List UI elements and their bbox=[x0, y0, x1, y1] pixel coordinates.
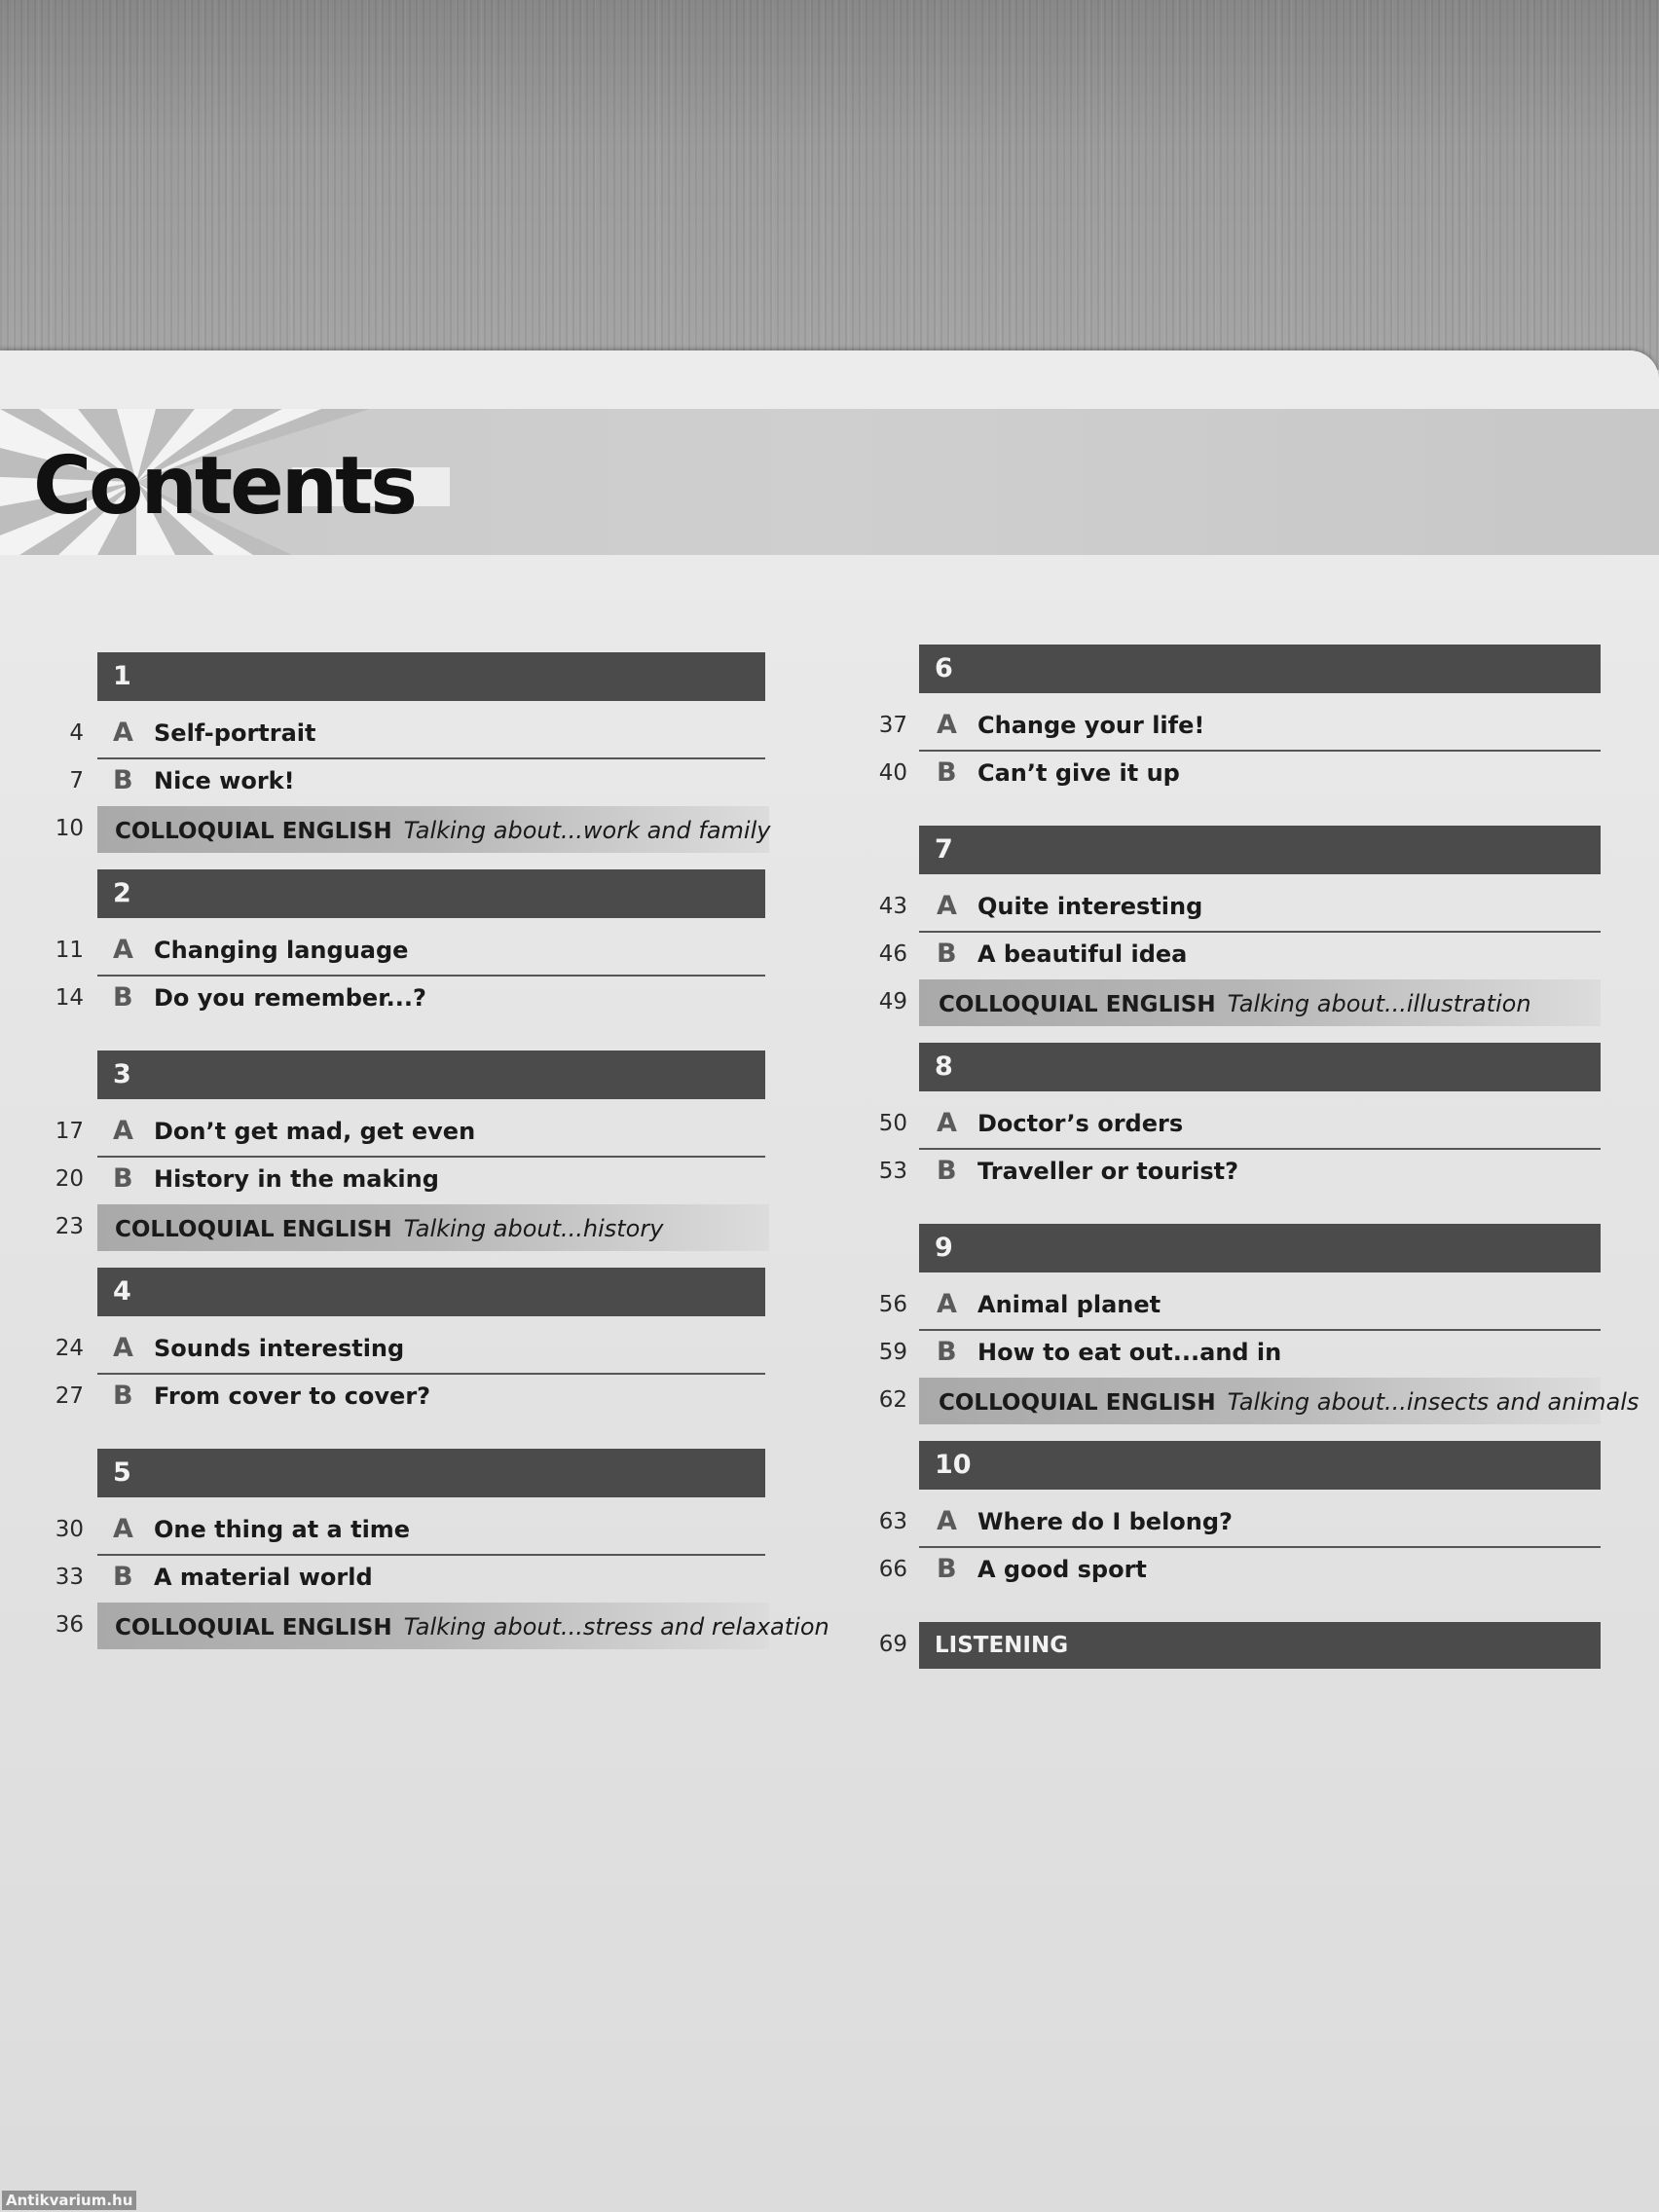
page-number: 49 bbox=[878, 989, 907, 1014]
lesson-row[interactable] bbox=[0, 976, 837, 1023]
lesson-row[interactable] bbox=[0, 758, 837, 806]
unit-spacer bbox=[818, 1490, 1655, 1499]
section-gap bbox=[0, 1252, 837, 1268]
lesson-title[interactable]: Self-portrait bbox=[154, 719, 316, 747]
lesson-title[interactable]: Can’t give it up bbox=[977, 759, 1180, 787]
lesson-letter: A bbox=[113, 1116, 133, 1146]
lesson-row[interactable] bbox=[0, 711, 837, 758]
lesson-row[interactable] bbox=[0, 1374, 837, 1421]
lesson-letter: A bbox=[113, 935, 133, 965]
colloquial-row[interactable] bbox=[818, 1378, 1655, 1425]
unit-header-2: 2 bbox=[97, 869, 765, 918]
wood-table-background bbox=[0, 0, 1659, 370]
lesson-title[interactable]: One thing at a time bbox=[154, 1516, 411, 1543]
page-number: 27 bbox=[55, 1383, 84, 1409]
page-number: 23 bbox=[55, 1214, 84, 1239]
lesson-title[interactable]: History in the making bbox=[154, 1165, 439, 1193]
lesson-row[interactable] bbox=[818, 1330, 1655, 1378]
lesson-letter: A bbox=[937, 1108, 957, 1138]
colloquial-label-text: COLLOQUIAL ENGLISH bbox=[939, 1390, 1216, 1416]
page-number: 50 bbox=[878, 1111, 907, 1136]
watermark-text: Antikvarium.hu bbox=[2, 2191, 136, 2210]
colloquial-label[interactable] bbox=[115, 817, 770, 844]
page-number: 40 bbox=[878, 760, 907, 786]
unit-spacer bbox=[818, 874, 1655, 884]
colloquial-topic: Talking about...work and family bbox=[403, 817, 771, 844]
lesson-row[interactable] bbox=[0, 928, 837, 976]
listening-bar[interactable]: LISTENING bbox=[919, 1622, 1601, 1669]
lesson-row[interactable] bbox=[818, 932, 1655, 979]
colloquial-label[interactable] bbox=[939, 990, 1531, 1017]
lesson-letter: B bbox=[937, 1156, 957, 1186]
lesson-title[interactable]: Animal planet bbox=[977, 1291, 1161, 1318]
colloquial-label[interactable] bbox=[115, 1613, 830, 1641]
section-gap bbox=[818, 1425, 1655, 1441]
lesson-letter: A bbox=[937, 710, 957, 740]
page-number: 11 bbox=[55, 938, 84, 963]
colloquial-topic: Talking about...illustration bbox=[1227, 990, 1531, 1017]
lesson-row[interactable] bbox=[818, 751, 1655, 798]
page-title: Contents bbox=[33, 440, 416, 533]
colloquial-row[interactable] bbox=[818, 979, 1655, 1027]
unit-header-4: 4 bbox=[97, 1268, 765, 1316]
section-gap bbox=[818, 1595, 1655, 1622]
page-number: 59 bbox=[878, 1340, 907, 1365]
lesson-letter: A bbox=[113, 718, 133, 748]
page-number: 53 bbox=[878, 1159, 907, 1184]
lesson-letter: A bbox=[937, 891, 957, 921]
lesson-letter: B bbox=[937, 757, 957, 788]
page-number: 7 bbox=[69, 768, 84, 793]
lesson-letter: A bbox=[113, 1333, 133, 1363]
lesson-row[interactable] bbox=[818, 1547, 1655, 1595]
page-number: 43 bbox=[878, 894, 907, 919]
section-gap bbox=[0, 1421, 837, 1449]
lesson-title[interactable]: Traveller or tourist? bbox=[977, 1158, 1239, 1185]
page-number: 66 bbox=[878, 1557, 907, 1582]
lesson-title[interactable]: Do you remember...? bbox=[154, 984, 426, 1012]
unit-spacer bbox=[818, 1272, 1655, 1282]
lesson-title[interactable]: Quite interesting bbox=[977, 893, 1203, 920]
unit-header-10: 10 bbox=[919, 1441, 1601, 1490]
page-number: 63 bbox=[878, 1509, 907, 1534]
page-number: 33 bbox=[55, 1565, 84, 1590]
colloquial-topic: Talking about...history bbox=[403, 1215, 664, 1242]
unit-spacer bbox=[0, 701, 837, 711]
lesson-row[interactable] bbox=[818, 1499, 1655, 1547]
unit-header-5: 5 bbox=[97, 1449, 765, 1497]
lesson-row[interactable] bbox=[818, 884, 1655, 932]
colloquial-topic: Talking about...stress and relaxation bbox=[403, 1613, 830, 1641]
listening-row[interactable] bbox=[818, 1622, 1655, 1670]
contents-right-column bbox=[818, 645, 1655, 1670]
lesson-title[interactable]: Change your life! bbox=[977, 712, 1205, 739]
section-gap bbox=[818, 1197, 1655, 1224]
lesson-letter: B bbox=[113, 1163, 133, 1194]
lesson-letter: B bbox=[937, 939, 957, 969]
page-number: 56 bbox=[878, 1292, 907, 1317]
lesson-row[interactable] bbox=[818, 1282, 1655, 1330]
lesson-title[interactable]: A beautiful idea bbox=[977, 940, 1188, 968]
colloquial-topic: Talking about...insects and animals bbox=[1227, 1388, 1640, 1416]
lesson-row[interactable] bbox=[0, 1326, 837, 1374]
lesson-letter: B bbox=[113, 765, 133, 795]
page-number: 30 bbox=[55, 1517, 84, 1542]
colloquial-row[interactable] bbox=[0, 1204, 837, 1252]
page-number: 62 bbox=[878, 1387, 907, 1413]
section-gap bbox=[0, 854, 837, 869]
colloquial-label-text: COLLOQUIAL ENGLISH bbox=[115, 1615, 392, 1641]
section-gap bbox=[0, 1650, 837, 1666]
page-number: 46 bbox=[878, 941, 907, 967]
lesson-title[interactable]: Changing language bbox=[154, 937, 409, 964]
lesson-title[interactable]: A good sport bbox=[977, 1556, 1147, 1583]
lesson-letter: B bbox=[113, 1562, 133, 1592]
lesson-row[interactable] bbox=[0, 1555, 837, 1603]
section-gap bbox=[0, 1023, 837, 1051]
unit-spacer bbox=[818, 1091, 1655, 1101]
lesson-letter: B bbox=[113, 982, 133, 1013]
section-gap bbox=[818, 1027, 1655, 1043]
colloquial-row[interactable] bbox=[0, 1603, 837, 1650]
lesson-title[interactable]: Don’t get mad, get even bbox=[154, 1118, 476, 1145]
colloquial-label-text: COLLOQUIAL ENGLISH bbox=[115, 1217, 392, 1242]
unit-spacer bbox=[0, 1099, 837, 1109]
page-number: 4 bbox=[69, 720, 84, 746]
page-number: 37 bbox=[878, 713, 907, 738]
lesson-row[interactable] bbox=[0, 1507, 837, 1555]
unit-header-7: 7 bbox=[919, 826, 1601, 874]
lesson-letter: B bbox=[113, 1381, 133, 1411]
page-number: 36 bbox=[55, 1612, 84, 1638]
lesson-title[interactable]: Sounds interesting bbox=[154, 1335, 405, 1362]
lesson-row[interactable] bbox=[0, 1157, 837, 1204]
page-number: 14 bbox=[55, 985, 84, 1011]
colloquial-label[interactable] bbox=[115, 1215, 663, 1242]
lesson-row[interactable] bbox=[818, 1101, 1655, 1149]
colloquial-label[interactable] bbox=[939, 1388, 1639, 1416]
lesson-title[interactable]: Where do I belong? bbox=[977, 1508, 1233, 1535]
unit-header-9: 9 bbox=[919, 1224, 1601, 1272]
colloquial-label-text: COLLOQUIAL ENGLISH bbox=[115, 819, 392, 844]
lesson-title[interactable]: Doctor’s orders bbox=[977, 1110, 1184, 1137]
lesson-letter: A bbox=[113, 1514, 133, 1544]
page-number: 17 bbox=[55, 1119, 84, 1144]
unit-header-8: 8 bbox=[919, 1043, 1601, 1091]
unit-spacer bbox=[818, 693, 1655, 703]
unit-header-1: 1 bbox=[97, 652, 765, 701]
page-number: 10 bbox=[55, 816, 84, 841]
colloquial-label-text: COLLOQUIAL ENGLISH bbox=[939, 992, 1216, 1017]
unit-header-6: 6 bbox=[919, 645, 1601, 693]
unit-spacer bbox=[0, 1497, 837, 1507]
colloquial-row[interactable] bbox=[0, 806, 837, 854]
lesson-row[interactable] bbox=[0, 1109, 837, 1157]
unit-spacer bbox=[0, 918, 837, 928]
lesson-title[interactable]: A material world bbox=[154, 1564, 373, 1591]
lesson-letter: A bbox=[937, 1289, 957, 1319]
page-number: 69 bbox=[878, 1632, 907, 1657]
lesson-row[interactable] bbox=[818, 1149, 1655, 1197]
unit-header-3: 3 bbox=[97, 1051, 765, 1099]
lesson-title[interactable]: How to eat out...and in bbox=[977, 1339, 1282, 1366]
lesson-letter: B bbox=[937, 1337, 957, 1367]
page-number: 20 bbox=[55, 1166, 84, 1192]
lesson-row[interactable] bbox=[818, 703, 1655, 751]
lesson-letter: B bbox=[937, 1554, 957, 1584]
lesson-title[interactable]: Nice work! bbox=[154, 767, 295, 794]
section-gap bbox=[818, 798, 1655, 826]
contents-left-column bbox=[0, 652, 837, 1666]
lesson-letter: A bbox=[937, 1506, 957, 1536]
lesson-title[interactable]: From cover to cover? bbox=[154, 1382, 431, 1410]
page-number: 24 bbox=[55, 1336, 84, 1361]
unit-spacer bbox=[0, 1316, 837, 1326]
